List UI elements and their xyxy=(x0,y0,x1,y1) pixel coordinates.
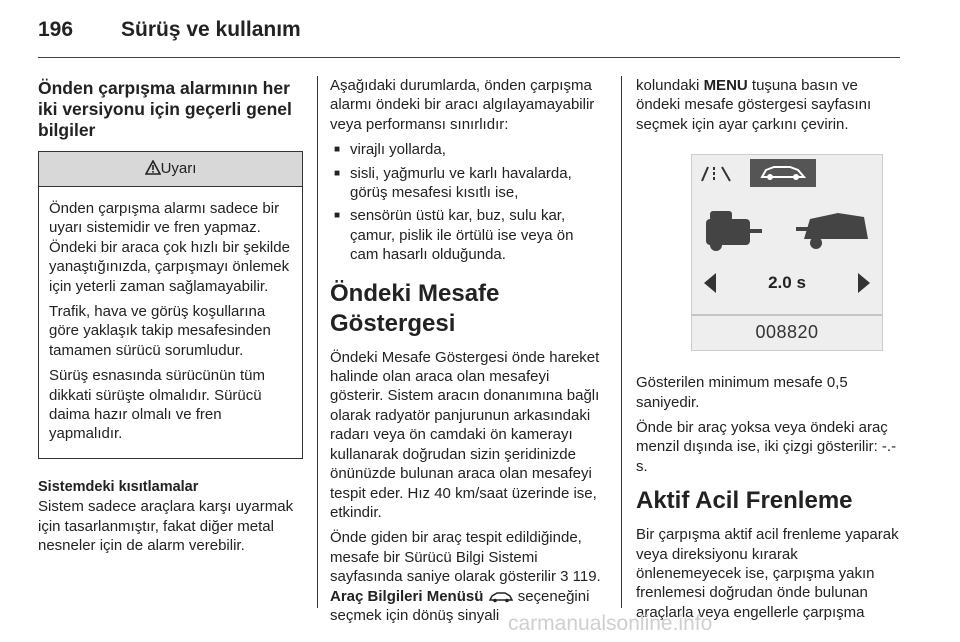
body-text: Bir çarpışma aktif acil frenleme yaparak veya direksiyonu kırarak önlenemeyecek ise, çarpışma yakın frenlemesi doğrudan önde bulunan araçlarla veya engellerle çarpışma xyxy=(636,526,899,621)
limitations-list xyxy=(330,140,605,264)
warning-header xyxy=(39,152,302,187)
warning-box xyxy=(38,151,303,459)
column-divider xyxy=(317,76,318,608)
odometer-value: 008820 xyxy=(755,322,819,343)
body-text xyxy=(330,528,605,625)
distance-display-illustration xyxy=(691,154,883,351)
display-graphic xyxy=(692,155,882,350)
warning-title: Uyarı xyxy=(160,160,197,177)
column-3 xyxy=(636,76,904,628)
warning-paragraph: Trafik, hava ve görüş koşullarına göre yaklaşık takip mesafesinden tamamen sürücü sorumludur. xyxy=(49,303,271,359)
body-text: Gösterilen minimum mesafe 0,5 saniyedir. xyxy=(636,374,848,411)
car-front-icon xyxy=(796,213,868,249)
body-text xyxy=(636,76,904,134)
warning-paragraph: Önden çarpışma alarmı sadece bir uyarı sistemidir ve fren yapmaz. Öndeki bir araca çok hızlı bir şekilde yanaştığınızda, çarpışmayı önlemek için yeterli zaman sağlamayabilir. xyxy=(49,200,290,295)
warning-body xyxy=(39,187,302,458)
menu-key: MENU xyxy=(703,77,748,94)
section-heading: Öndeki Mesafe Göstergesi xyxy=(330,279,500,337)
page-reference-link[interactable]: 3 119. xyxy=(560,568,601,586)
subheading: Sistemdeki kısıtlamalar xyxy=(38,478,199,495)
header-rule xyxy=(38,57,900,58)
section-heading: Aktif Acil Frenleme xyxy=(636,487,853,515)
body-text: Öndeki Mesafe Göstergesi önde hareket halinde olan araca olan mesafeyi gösterir. Sistem aracın donanımına bağlı olarak radyatör panjurunun arkasındaki radarı veya ön camdaki ön kamerayı kullanarak doğrudan sizin şeridinizde önünüzde bulunan araca olan mesafeyi tespit eder. Hız 40 km/saat üzerinde ise, etkindir. xyxy=(330,348,600,521)
column-divider xyxy=(621,76,622,608)
warning-paragraph: Sürüş esnasında sürücünün tüm dikkati sürüşte olmalıdır. Sürücü daima hazır olmalı ve fren yapmalıdır. xyxy=(49,367,265,443)
intro-text: Aşağıdaki durumlarda, önden çarpışma alarmı öndeki bir aracı algılayamayabilir veya performansı sınırlıdır: xyxy=(330,77,595,133)
body-text-part: Önde giden bir araç tespit edildiğinde, mesafe bir Sürücü Bilgi Sistemi sayfasında saniye olarak gösterilir xyxy=(330,529,582,586)
distance-value: 2.0 s xyxy=(768,273,806,293)
list-item: ■ sensörün üstü kar, buz, sulu kar, çamur, pislik ile örtülü ise veya ön cam hasarlı olduğunda. xyxy=(330,206,605,264)
column-1 xyxy=(38,78,303,562)
list-item: ■ virajlı yollarda, xyxy=(330,140,605,159)
page-number: 196 xyxy=(38,18,74,41)
page-header xyxy=(0,0,960,56)
list-item: ■ sisli, yağmurlu ve karlı havalarda, görüş mesafesi kısıtlı ise, xyxy=(330,164,605,203)
car-rear-icon xyxy=(706,211,762,251)
menu-name: Araç Bilgileri Menüsü xyxy=(330,587,484,605)
section-title: Sürüş ve kullanım xyxy=(121,18,301,41)
column-2 xyxy=(330,76,605,631)
warning-triangle-icon xyxy=(145,160,161,175)
body-text-part: tuşuna basın ve öndeki mesafe göstergesi sayfasını seçmek için ayar çarkını çevirin. xyxy=(636,77,872,133)
section-heading: Önden çarpışma alarmının her iki versiyonu için geçerli genel bilgiler xyxy=(38,78,292,140)
watermark-text: carmanualsonline.info xyxy=(508,612,713,635)
body-text-part: kolundaki xyxy=(636,77,700,94)
car-icon xyxy=(488,591,514,603)
body-text-part: seçeneğini seçmek için dönüş sinyali xyxy=(330,587,590,624)
body-text: Sistem sadece araçlara karşı uyarmak için tasarlanmıştır, fakat diğer metal nesneler için de alarm verebilir. xyxy=(38,498,294,555)
body-text: Önde bir araç yoksa veya öndeki araç menzil dışında ise, iki çizgi gösterilir: -.- s. xyxy=(636,419,897,475)
